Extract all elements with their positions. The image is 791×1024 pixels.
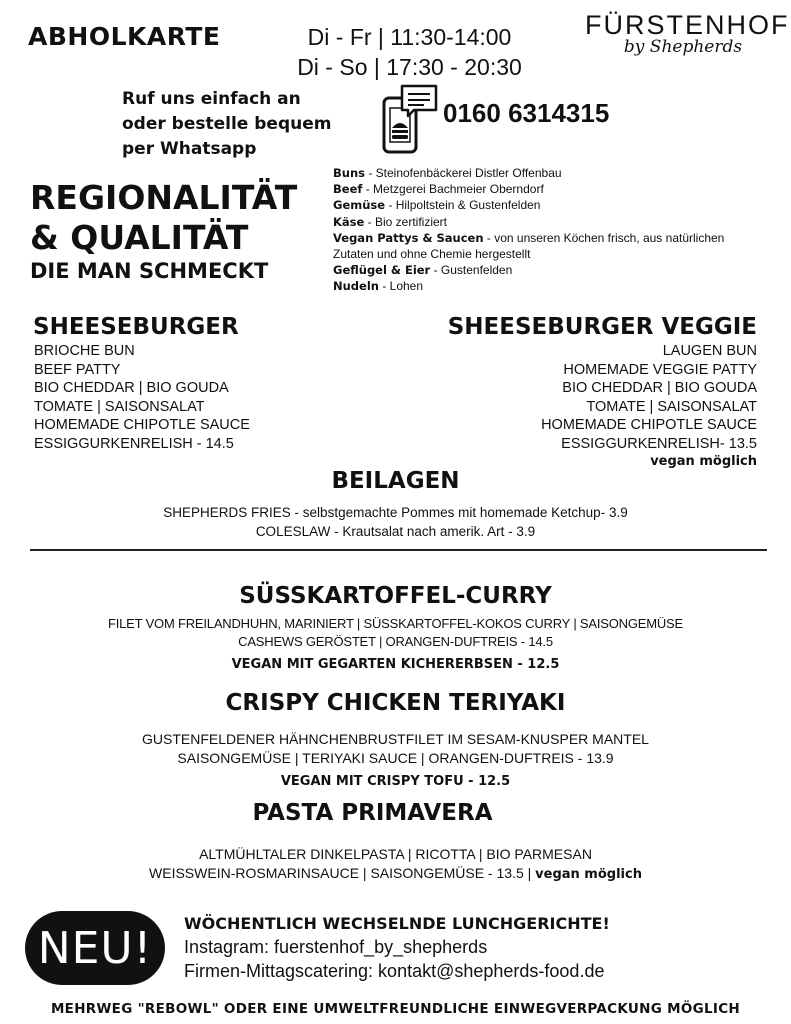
- brand-logo: [585, 10, 790, 57]
- vegan-note: vegan möglich: [535, 866, 642, 882]
- side-item: SHEPHERDS FRIES - selbstgemachte Pommes mit homemade Ketchup- 3.9: [163, 505, 628, 520]
- quality-slogan: [30, 178, 297, 284]
- opening-hours: [282, 22, 537, 82]
- packaging-footer: MEHRWEG "REBOWL" ODER EINE UMWELTFREUNDLICHE EINWEGVERPACKUNG MÖGLICH: [50, 1001, 741, 1017]
- pasta-description: [0, 845, 791, 884]
- supplier-item: Geflügel & Eier - Gustenfelden: [333, 263, 513, 278]
- weekly-lunch-heading: WÖCHENTLICH WECHSELNDE LUNCHGERICHTE!: [184, 914, 610, 933]
- dish-line: ALTMÜHLTALER DINKELPASTA | RICOTTA | BIO PARMESAN: [199, 846, 592, 862]
- curry-description: [0, 615, 791, 651]
- curry-vegan-option: VEGAN MIT GEGARTEN KICHERERBSEN - 12.5: [231, 657, 560, 672]
- ingredient-item: TOMATE | SAISONSALAT: [586, 398, 757, 415]
- hours-dinner: Di - So | 17:30 - 20:30: [297, 54, 522, 80]
- dish-line: SAISONGEMÜSE | TERIYAKI SAUCE | ORANGEN-DUFTREIS - 13.9: [177, 749, 614, 766]
- supplier-item: Vegan Pattys & Saucen - von unseren Köchen frisch, aus natürlichen Zutaten und ohne Chemie hergestellt: [333, 230, 725, 262]
- pasta-title: PASTA PRIMAVERA: [252, 800, 493, 826]
- catering-contact[interactable]: Firmen-Mittagscatering: kontakt@shepherds-food.de: [184, 961, 605, 981]
- dish-line: GUSTENFELDENER HÄHNCHENBRUSTFILET IM SESAM-KNUSPER MANTEL: [142, 731, 649, 747]
- chicken-vegan-option: VEGAN MIT CRISPY TOFU - 12.5: [280, 774, 511, 789]
- section-divider: [30, 549, 767, 551]
- sides-title: BEILAGEN: [331, 468, 460, 494]
- phone-number[interactable]: 0160 6314315: [443, 98, 610, 128]
- curry-title: SÜSSKARTOFFEL-CURRY: [239, 583, 552, 609]
- ingredient-item: ESSIGGURKENRELISH - 14.5: [34, 435, 234, 452]
- brand-name: FÜRSTENHOF: [585, 10, 790, 40]
- ingredient-item: BIO CHEDDAR | BIO GOUDA: [562, 380, 757, 396]
- chicken-title: CRISPY CHICKEN TERIYAKI: [225, 690, 566, 716]
- slogan-line: & QUALITÄT: [30, 218, 249, 257]
- side-item: COLESLAW - Krautsalat nach amerik. Art - 3.9: [255, 524, 536, 539]
- page-title: ABHOLKARTE: [28, 22, 221, 51]
- ingredient-item: HOMEMADE VEGGIE PATTY: [563, 361, 757, 378]
- hours-lunch: Di - Fr | 11:30-14:00: [307, 24, 512, 50]
- ingredient-item: BIO CHEDDAR | BIO GOUDA: [34, 380, 229, 396]
- supplier-item: Käse - Bio zertifiziert: [333, 214, 448, 229]
- dish-line: CASHEWS GERÖSTET | ORANGEN-DUFTREIS - 14.5: [238, 634, 553, 649]
- dish-line: WEISSWEIN-ROSMARINSAUCE | SAISONGEMÜSE - 13.5 | vegan möglich: [149, 864, 642, 882]
- veggie-burger-title: SHEESEBURGER VEGGIE: [447, 314, 757, 340]
- sides-list: [0, 503, 791, 541]
- slogan-line: DIE MAN SCHMECKT: [30, 259, 269, 283]
- veggie-ingredients: [541, 342, 757, 453]
- vegan-note: vegan möglich: [650, 454, 757, 469]
- dish-line: FILET VOM FREILANDHUHN, MARINIERT | SÜSSKARTOFFEL-KOKOS CURRY | SAISONGEMÜSE: [108, 616, 683, 631]
- ingredient-item: LAUGEN BUN: [662, 343, 757, 359]
- sheeseburger-title: SHEESEBURGER: [33, 314, 239, 340]
- call-line: Ruf uns einfach an: [122, 89, 301, 109]
- slogan-line: REGIONALITÄT: [30, 178, 298, 217]
- ingredient-item: BRIOCHE BUN: [34, 343, 135, 359]
- ingredient-item: BEEF PATTY: [34, 361, 121, 378]
- ingredient-item: HOMEMADE CHIPOTLE SAUCE: [34, 417, 250, 433]
- ingredient-item: HOMEMADE CHIPOTLE SAUCE: [541, 417, 757, 433]
- supplier-item: Gemüse - Hilpoltstein & Gustenfelden: [333, 198, 541, 213]
- chicken-description: [0, 730, 791, 767]
- supplier-item: Beef - Metzgerei Bachmeier Oberndorf: [333, 182, 544, 197]
- call-line: oder bestelle bequem: [122, 114, 332, 134]
- brand-subtitle: by Shepherds: [623, 37, 743, 57]
- instagram-link[interactable]: Instagram: fuerstenhof_by_shepherds: [184, 937, 488, 957]
- ingredient-item: TOMATE | SAISONSALAT: [34, 398, 205, 415]
- supplier-list: [333, 165, 753, 295]
- ingredient-item: ESSIGGURKENRELISH- 13.5: [561, 435, 757, 452]
- whatsapp-phone-icon: [380, 84, 440, 156]
- sheeseburger-ingredients: [34, 342, 250, 453]
- new-badge: NEU!: [25, 911, 165, 985]
- supplier-item: Nudeln - Lohen: [333, 279, 424, 294]
- supplier-item: Buns - Steinofenbäckerei Distler Offenbau: [333, 166, 562, 180]
- call-line: per Whatsapp: [122, 139, 257, 159]
- order-instructions: [122, 87, 331, 162]
